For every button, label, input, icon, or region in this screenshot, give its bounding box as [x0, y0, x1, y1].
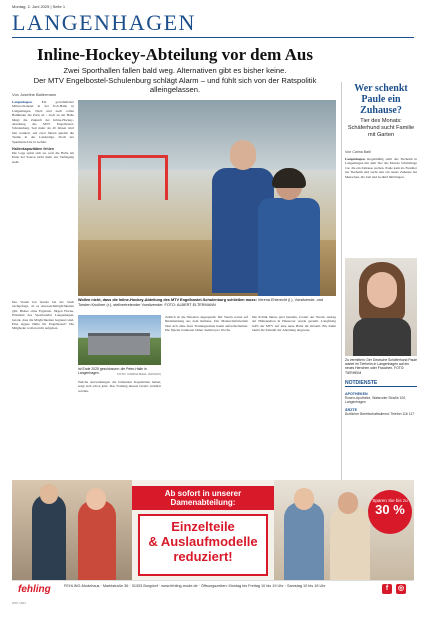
column-divider [341, 82, 342, 537]
ad-offer-line-1: Einzelteile [171, 519, 235, 534]
photo-hall-building [88, 333, 150, 355]
side-caption-text: Zu vermitteln: Der Deutsche Schäferhund Paule wartet im Tierheim in Langenhagen auf ein neues Herrchen oder Frauchen. [345, 358, 417, 371]
fashion-advertisement[interactable] [12, 480, 414, 598]
lead-body-text: Ein gewöhnlicher Mittwochabend in der IGS-Halle in Langenhagen. Nach und nach rollen Ballkinder die Puck an – doch an der Halle hängt die Zukunft der Inline-Hockey-Abteilung des MTV Engelbostel-Schulenburg. Seit mehr als 20 Jahren wird hier trainiert, seit zwei Jahren spielen die Teams in der Landesliga. Doch der Spielbetrieb ist in Gefahr. [12, 100, 74, 144]
sale-badge-top: Sparen Sie bis zu [372, 498, 408, 503]
photo-hockey-goal [98, 155, 168, 200]
dateline: Montag, 2. Juni 2025 | Seite 1 [12, 4, 66, 9]
side-subhead: Tier des Monats: Schäferhund sucht Familie mit Garten [347, 118, 415, 138]
lead-dateline: Langenhagen. [12, 100, 33, 104]
lead-byline: Von Josefine Ballermann [12, 92, 57, 97]
fehling-logo: fehling [18, 584, 51, 595]
lead-body-text-2: Die Lage spitzt sich zu, weil die Halle am Ende der Saison nicht mehr zur Verfügung steht. [12, 151, 74, 164]
photo-body [353, 318, 411, 356]
side-byline: Von Carina Bahl [345, 150, 371, 154]
notdienste-item-head: ÄRZTE [345, 408, 357, 413]
side-caption-credit: FOTO: TIERHEIM [345, 366, 405, 375]
lead-photo-caption [78, 298, 336, 307]
notdienste-item-text: Rosen-Apotheke, Walsroder Straße 100, Langenhagen [345, 396, 407, 405]
page-footer-code: RNK 1804 [12, 601, 26, 605]
ad-social-icons [382, 584, 406, 594]
photo-face [367, 272, 397, 308]
ad-offer-box [138, 514, 268, 576]
lead-column-left [12, 100, 74, 295]
facebook-icon[interactable]: f [382, 584, 392, 594]
hall-photo-credit: FOTO: CARINA BAHL (ARCHIV) [117, 372, 161, 376]
lead-subhead-1: Zwei Sporthallen fallen bald weg. Alternativen gibt es bisher keine. [63, 66, 287, 75]
side-photo-caption [345, 358, 417, 375]
lead-column-b3: Zeitlich ist die Situation angespannt: Der Verein wartet auf Rückmeldung aus dem Rathaus. Der Mannschaftsbetrieb lässt sich ohne feste Trainingszeiten kaum aufrechterhalten. Die Spieler trainieren bisher dreimal pro Woche. [165, 315, 248, 333]
ad-banner: Ab sofort in unserer Damenabteilung: [132, 486, 274, 510]
side-body [345, 157, 417, 255]
lead-column-b2: Welche Auswirkungen die fehlenden Kapazitäten haben, zeigt sich schon jetzt: Das Training musste bereits verkürzt werden. [78, 380, 161, 393]
side-photo [345, 258, 417, 356]
side-headline: Wer schenkt Paule ein Zuhause? [354, 83, 408, 116]
masthead-rule [12, 37, 414, 38]
lead-subhead-2: Der MTV Engelbostel-Schulenburg schlägt Alarm – und fühlt sich von der Ratspolitik alleingelassen. [33, 76, 317, 94]
masthead: LANGENHAGEN [12, 10, 196, 35]
hall-photo-caption: Ist Ende 2025 geschlossen: die Peter-Halle in Langenhagen. [78, 367, 147, 375]
notdienste-item-text: Ärztlicher Bereitschaftsdienst: Telefon 116 117 [345, 412, 415, 417]
ad-offer-line-3: reduziert! [173, 549, 233, 564]
side-body-text: Regelmäßig stellt das Tierheim in Langenhagen mit dem Tier des Monats Schützlinge vor, die ein Zuhause suchen. Paule kam als Fundtier ins Tierheim und sucht nun ein neues Zuhause bei Menschen, die Zeit und Geduld mitbringen. [345, 157, 417, 179]
notdienste-item-head: APOTHEKEN [345, 392, 368, 396]
hall-photo [78, 315, 161, 365]
lead-section-heading: Hallenkapazitäten fehlen [12, 147, 54, 152]
ad-address: FEHLING-Modehaus · Marktstraße 36 · 31303 Burgdorf · www.fehling-mode.de · Öffnungszeiten: Montag bis Freitag 10 bis 19 Uhr · Samstag 10 bis 18 Uhr [64, 584, 326, 588]
lead-headline: Inline-Hockey-Abteilung vor dem Aus [37, 45, 313, 64]
ad-offer-line-2: & Auslaufmodelle [148, 534, 258, 549]
instagram-icon[interactable]: ◎ [397, 585, 405, 592]
side-dateline: Langenhagen. [345, 157, 366, 161]
lead-column-b1: Der Verein hat bereits bei der Stadt nachgefragt, ob es Ausweichmöglichkeiten gibt. Bisher ohne Ergebnis. Jürgen Hocke, Präsident des Sportbundes Langenhagen, betont, dass die Möglichkeiten begrenzt sind. Eine eigene Halle für Engelbostel? Die Mitglieder wollen nicht aufgeben. [12, 300, 74, 331]
notdienste-heading: NOTDIENSTE [345, 380, 417, 387]
lead-photo [78, 100, 336, 296]
ad-footer-bar [12, 580, 414, 598]
notdienste-list [345, 388, 417, 476]
lead-column-b4: Die Politik müsse jetzt handeln, fordert der Verein. Antrag auf Hallenzeiten in Hannover wurde gestellt. Langfristig hofft der MTV auf eine neue Halle im Ortsteil. Bis dahin bleibt die Zukunft der Abteilung ungewiss. [252, 315, 336, 333]
ad-photo-left [12, 480, 132, 580]
caption-text: Verena Ehlerecht (l.), Vorsitzende, und Torsten Knollner (r.), stellvertretender Vorsitzender. [78, 298, 323, 307]
caption-bold: Wollen nicht, dass die Inline-Hockey-Abteilung des MTV Engelbostel-Schulenburg schließen muss: [78, 298, 257, 302]
sale-badge-percent: 30 % [375, 502, 405, 517]
caption-credit: FOTO: ALBERT ELTERMANN [164, 302, 216, 307]
sale-badge [368, 490, 412, 534]
photo-person-woman [256, 172, 322, 296]
